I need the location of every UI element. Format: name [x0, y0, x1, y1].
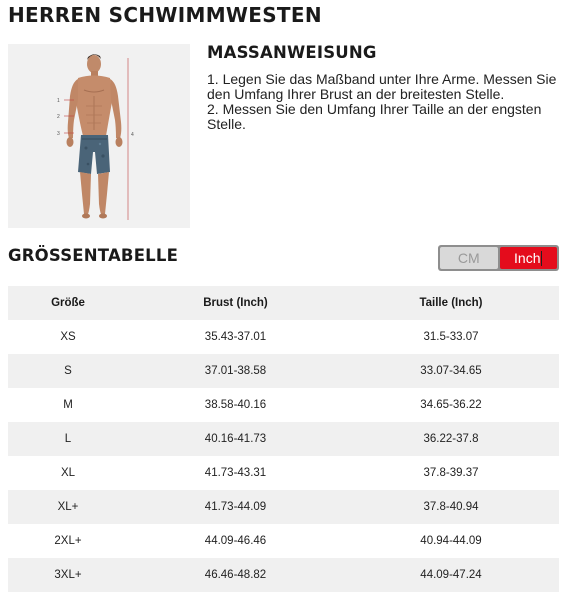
table-row	[8, 354, 559, 388]
model-measurement-figure-icon	[8, 44, 190, 228]
waist-cell: 33.07-34.65	[420, 365, 482, 377]
header-waist: Taille (Inch)	[419, 297, 483, 309]
header-chest: Brust (Inch)	[203, 297, 268, 309]
unit-toggle	[438, 245, 559, 271]
waist-cell: 44.09-47.24	[420, 569, 482, 581]
unit-cm-button[interactable]	[440, 247, 498, 269]
table-row	[8, 320, 559, 354]
table-row	[8, 456, 559, 490]
unit-cm-label: CM	[457, 250, 480, 266]
chest-cell: 41.73-43.31	[204, 467, 267, 479]
table-row	[8, 422, 559, 456]
header-size: Größe	[51, 297, 85, 309]
table-row	[8, 388, 559, 422]
chest-cell: 46.46-48.82	[204, 569, 267, 581]
size-cell: L	[64, 433, 72, 445]
unit-inch-button[interactable]	[500, 247, 558, 269]
chest-cell: 38.58-40.16	[204, 399, 267, 411]
table-row	[8, 490, 559, 524]
svg-text:3: 3	[57, 131, 60, 137]
svg-text:2: 2	[57, 114, 60, 120]
waist-cell: 36.22-37.8	[423, 433, 479, 445]
size-table	[8, 286, 559, 592]
size-cell: XL	[60, 467, 76, 479]
chest-cell: 40.16-41.73	[204, 433, 267, 445]
size-cell: 3XL+	[54, 569, 82, 581]
chest-cell: 44.09-46.46	[204, 535, 267, 547]
table-row	[8, 524, 559, 558]
size-cell: XL+	[57, 501, 79, 513]
svg-text:4: 4	[131, 132, 134, 138]
waist-cell: 34.65-36.22	[420, 399, 482, 411]
page-title: HERREN SCHWIMMWESTEN	[8, 3, 322, 27]
size-chart-title: GRÖSSENTABELLE	[8, 246, 179, 265]
instruction-step-2: 2. Messen Sie den Umfang Ihrer Taille an der engsten Stelle.	[207, 101, 542, 132]
size-cell: M	[63, 399, 73, 411]
chest-cell: 41.73-44.09	[204, 501, 267, 513]
chest-cell: 37.01-38.58	[204, 365, 267, 377]
unit-inch-label: Inch	[514, 250, 541, 266]
waist-cell: 31.5-33.07	[423, 331, 479, 343]
svg-text:1: 1	[57, 98, 60, 104]
size-cell: XS	[60, 331, 76, 343]
instructions-title: MASSANWEISUNG	[207, 43, 377, 62]
text-cursor	[541, 251, 542, 266]
chest-cell: 35.43-37.01	[204, 331, 267, 343]
instruction-step-1: 1. Legen Sie das Maßband unter Ihre Arme. Messen Sie den Umfang Ihrer Brust an der breitesten Stelle.	[207, 71, 557, 102]
size-cell: 2XL+	[54, 535, 82, 547]
table-row	[8, 558, 559, 592]
waist-cell: 37.8-40.94	[423, 501, 479, 513]
table-header-row	[8, 286, 559, 320]
measurement-figure-image	[8, 44, 190, 228]
waist-cell: 37.8-39.37	[423, 467, 479, 479]
size-cell: S	[64, 365, 72, 377]
instructions-text	[207, 72, 563, 132]
waist-cell: 40.94-44.09	[420, 535, 482, 547]
